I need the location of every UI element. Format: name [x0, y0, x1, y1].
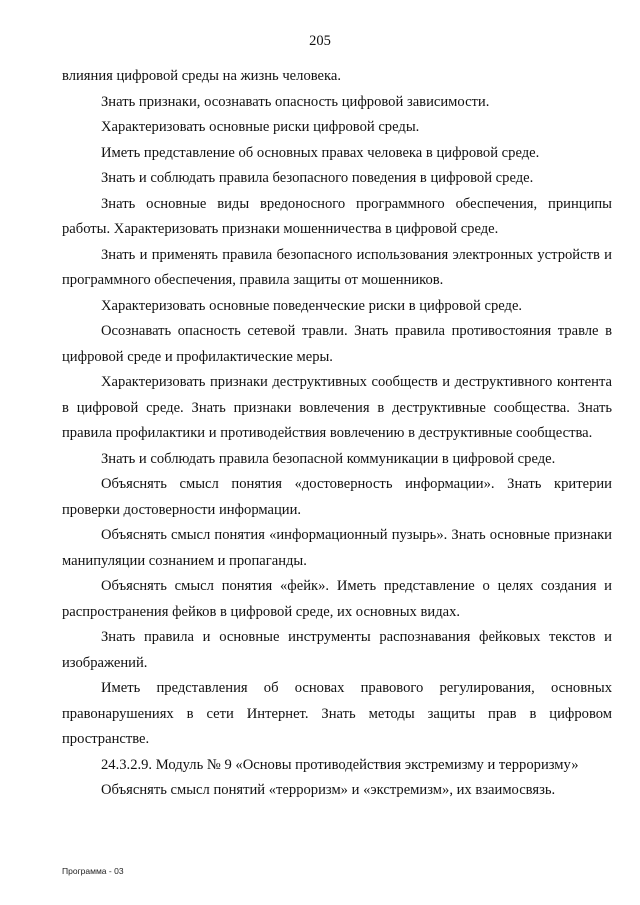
paragraph: Иметь представление об основных правах человека в цифровой среде. [101, 144, 540, 161]
paragraph: Иметь представления об основах правового регулирования, основных правонарушениях в сети Интернет. Знать методы защиты прав в цифровом пространстве. [62, 680, 612, 747]
paragraph: Характеризовать основные риски цифровой среды. [101, 119, 420, 135]
paragraph: Знать правила и основные инструменты распознавания фейковых текстов и изображений. [62, 629, 612, 671]
paragraph: Знать и применять правила безопасного использования электронных устройств и программного обеспечения, правила защиты от мошенников. [62, 246, 612, 288]
section-heading: 24.3.2.9. Модуль № 9 «Основы противодействия экстремизму и терроризму» [101, 756, 579, 773]
page-footer: Программа - 03 [62, 866, 124, 876]
paragraph: Знать и соблюдать правила безопасной коммуникации в цифровой среде. [101, 450, 556, 467]
paragraph: Знать признаки, осознавать опасность цифровой зависимости. [101, 93, 490, 110]
paragraph: Осознавать опасность сетевой травли. Знать правила противостояния травле в цифровой среде и профилактические меры. [62, 323, 612, 365]
paragraph: Объяснять смысл понятия «информационный пузырь». Знать основные признаки манипуляции сознанием и пропаганды. [62, 527, 612, 569]
paragraph: Объяснять смысл понятий «терроризм» и «экстремизм», их взаимосвязь. [101, 782, 556, 798]
paragraph: Объяснять смысл понятия «достоверность информации». Знать критерии проверки достоверности информации. [62, 476, 612, 518]
paragraph: Объяснять смысл понятия «фейк». Иметь представление о целях создания и распространения фейков в цифровой среде, их основных видах. [62, 578, 612, 620]
paragraph-continuation: влияния цифровой среды на жизнь человека. [62, 68, 342, 84]
paragraph: Характеризовать признаки деструктивных сообществ и деструктивного контента в цифровой среде. Знать признаки вовлечения в деструктивные сообщества. Знать правила профилактики и противодействия вовлечению в деструктивные сообщества. [62, 374, 612, 441]
paragraph: Знать основные виды вредоносного программного обеспечения, принципы работы. Характеризовать признаки мошенничества в цифровой среде. [62, 195, 612, 237]
page-body [62, 64, 612, 804]
paragraph: Характеризовать основные поведенческие риски в цифровой среде. [101, 297, 523, 314]
page-number: 205 [309, 33, 331, 49]
paragraph: Знать и соблюдать правила безопасного поведения в цифровой среде. [101, 170, 534, 186]
